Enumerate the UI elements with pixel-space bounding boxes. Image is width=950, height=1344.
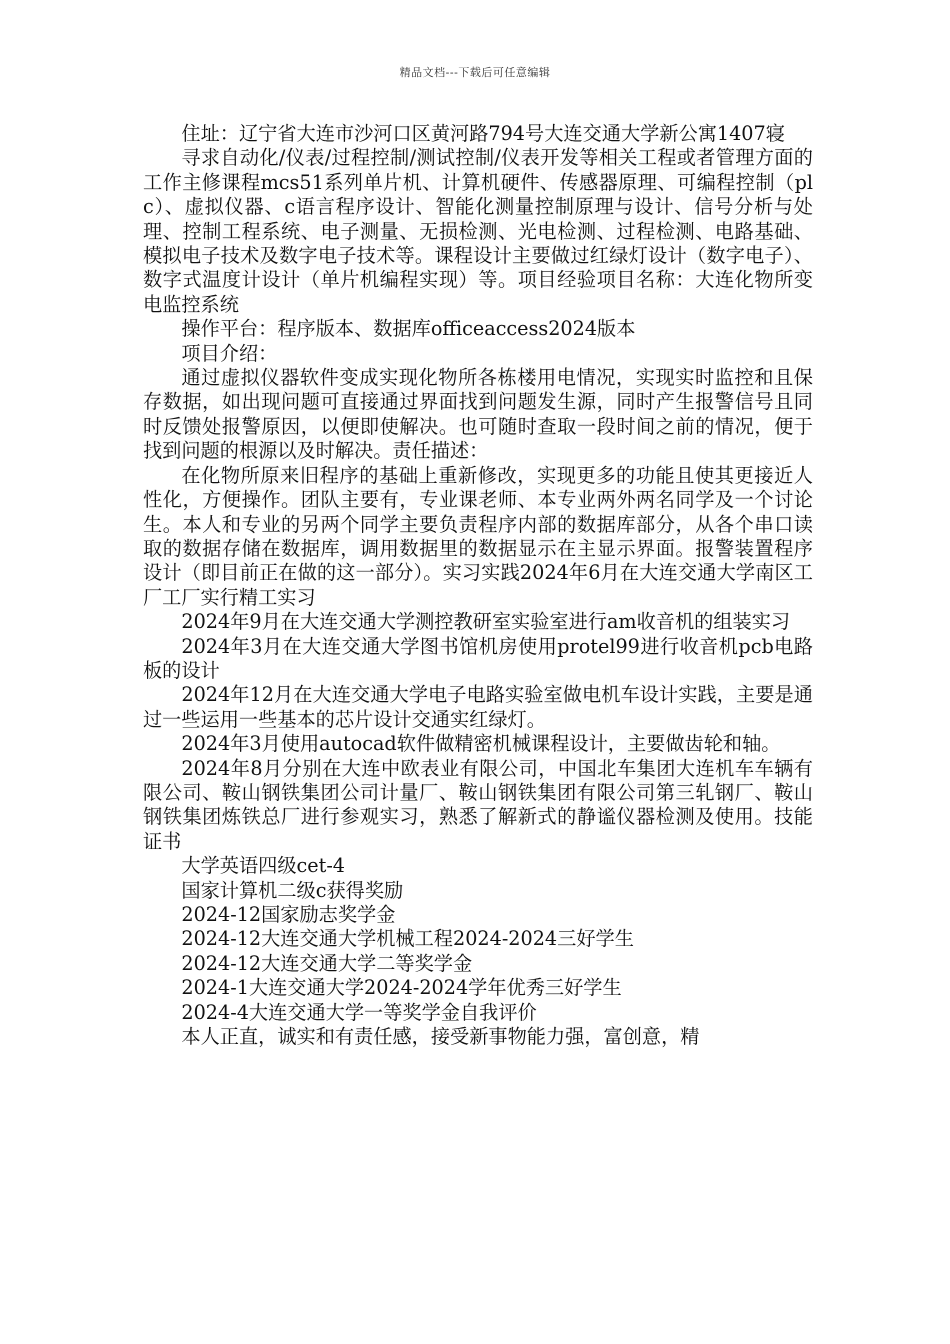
paragraph-project-intro-heading: 项目介绍： bbox=[181, 341, 278, 365]
paragraph-address: 住址：辽宁省大连市沙河口区黄河路794号大连交通大学新公寓1407寝 bbox=[181, 122, 785, 145]
paragraph-project-intro: 通过虚拟仪器软件变成实现化物所各栋楼用电情况，实现实时监控和且保存数据，如出现问题可直接通过界面找到问题发生源，同时产生报警信号且同时反馈处报警原因，以便即使解决。也可随时查取一段时间之前的情况，便于找到问题的根源以及时解决。责任描述： bbox=[143, 366, 813, 463]
paragraph-visit-internship: 2024年8月分别在大连中欧表业有限公司，中国北车集团大连机车车辆有限公司、鞍山钢铁集团公司计量厂、鞍山钢铁集团有限公司第三轧钢厂、鞍山钢铁集团炼铁总厂进行参观实习，熟悉了解新式的静谧仪器检测及使用。技能证书 bbox=[143, 756, 813, 853]
paragraph-award-2: 2024-12大连交通大学机械工程2024-2024三好学生 bbox=[181, 927, 634, 951]
paragraph-objective-courses: 寻求自动化/仪表/过程控制/测试控制/仪表开发等相关工程或者管理方面的工作主修课程mcs51系列单片机、计算机硬件、传感器原理、可编程控制（plc）、虚拟仪器、c语言程序设计、智能化测量控制原理与设计、信号分析与处理、控制工程系统、电子测量、无损检测、光电检测、过程检测、电路基础、模拟电子技术及数字电子技术等。课程设计主要做过红绿灯设计（数字电子）、数字式温度计设计（单片机编程实现）等。项目经验项目名称：大连化物所变电监控系统 bbox=[143, 146, 813, 316]
paragraph-cert-cet4: 大学英语四级cet-4 bbox=[181, 854, 346, 878]
paragraph-internship-pcb: 2024年3月在大连交通大学图书馆机房使用protel99进行收音机pcb电路板的设计 bbox=[143, 634, 813, 682]
paragraph-autocad-design: 2024年3月使用autocad软件做精密机械课程设计，主要做齿轮和轴。 bbox=[181, 732, 781, 756]
paragraph-award-1: 2024-12国家励志奖学金 bbox=[181, 903, 396, 926]
paragraph-platform: 操作平台：程序版本、数据库officeaccess2024版本 bbox=[181, 317, 636, 341]
paragraph-award-3: 2024-12大连交通大学二等奖学金 bbox=[181, 951, 473, 975]
page-header: 精品文档---下载后可任意编辑 bbox=[399, 66, 551, 79]
paragraph-award-4: 2024-1大连交通大学2024-2024学年优秀三好学生 bbox=[181, 976, 622, 1000]
paragraph-award-5: 2024-4大连交通大学一等奖学金自我评价 bbox=[181, 1000, 537, 1024]
paragraph-responsibility: 在化物所原来旧程序的基础上重新修改，实现更多的功能且使其更接近人性化，方便操作。团队主要有，专业课老师、本专业两外两名同学及一个讨论生。本人和专业的另两个同学主要负责程序内部的数据库部分，从各个串口读取的数据存储在数据库，调用数据里的数据显示在主显示界面。报警装置程序设计（即目前正在做的这一部分）。实习实践2024年6月在大连交通大学南区工厂工厂实行精工实习 bbox=[143, 463, 813, 609]
paragraph-cert-computer: 国家计算机二级c获得奖励 bbox=[181, 878, 404, 902]
paragraph-internship-am-radio: 2024年9月在大连交通大学测控教研室实验室进行am收音机的组装实习 bbox=[181, 610, 791, 634]
paragraph-internship-electric-car: 2024年12月在大连交通大学电子电路实验室做电机车设计实践，主要是通过一些运用一些基本的芯片设计交通实红绿灯。 bbox=[143, 683, 813, 731]
paragraph-self-evaluation: 本人正直，诚实和有责任感，接受新事物能力强，富创意，精 bbox=[181, 1025, 700, 1049]
document-body bbox=[143, 122, 813, 1049]
